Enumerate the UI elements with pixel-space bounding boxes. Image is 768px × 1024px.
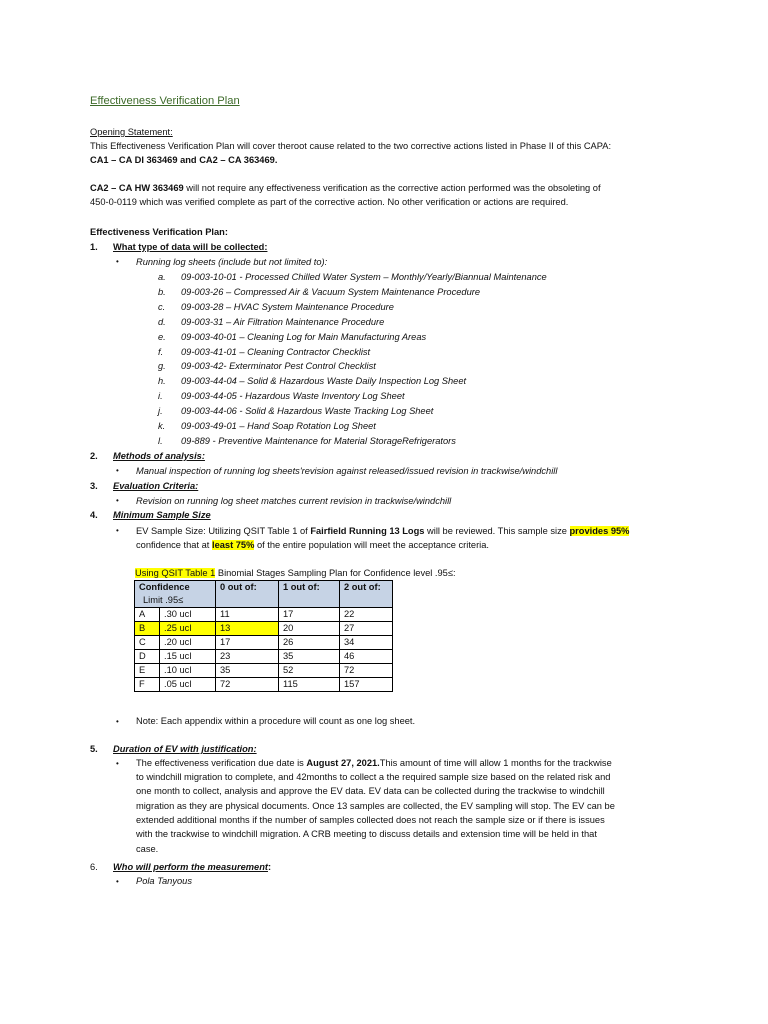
table-cell: E	[135, 664, 160, 678]
sampling-plan-table	[134, 580, 393, 692]
sample-size-highlight: least 75%	[211, 540, 255, 550]
due-date: August 27, 2021.	[306, 758, 380, 768]
section-5-title: Duration of EV with justification:	[113, 744, 257, 754]
list-letter: d.	[158, 316, 166, 327]
table-cell: 17	[216, 636, 279, 650]
duration-line-1	[136, 758, 612, 768]
table-cell: C	[135, 636, 160, 650]
log-sheet-item: 09-889 - Preventive Maintenance for Material StorageRefrigerators	[181, 435, 456, 446]
sample-size-text: of the entire population will meet the acceptance criteria.	[254, 540, 489, 550]
table-cell: 34	[340, 636, 393, 650]
list-letter: k.	[158, 421, 166, 431]
table-cell: 11	[216, 608, 279, 622]
table-cell: .05 ucl	[160, 678, 216, 692]
header-limit: Limit .95≤	[143, 595, 184, 605]
table-cell: 22	[340, 608, 393, 622]
table-cell: .10 ucl	[160, 664, 216, 678]
bullet-icon: •	[116, 717, 119, 726]
table-cell: 35	[279, 650, 340, 664]
sample-size-text: EV Sample Size: Utilizing QSIT Table 1 of	[136, 526, 311, 536]
section-6-title-wrap	[113, 862, 271, 872]
plan-heading: Effectiveness Verification Plan:	[90, 227, 228, 237]
log-sheet-item: 09-003-41-01 – Cleaning Contractor Checklist	[181, 346, 371, 357]
table-cell: 17	[279, 608, 340, 622]
section-3-title: Evaluation Criteria:	[113, 481, 199, 491]
duration-text: This amount of time will allow 1 months for the trackwise	[379, 758, 612, 768]
list-letter: i.	[158, 391, 163, 402]
list-letter: g.	[158, 361, 166, 372]
list-letter: b.	[158, 286, 166, 297]
bullet-icon: •	[116, 759, 119, 768]
table-cell: 26	[279, 636, 340, 650]
section-6-bullet: Pola Tanyous	[136, 876, 192, 886]
section-1-bullet: Running log sheets (include but not limited to):	[136, 257, 328, 267]
header-1-out-of: 1 out of:	[279, 581, 340, 608]
table-cell: 35	[216, 664, 279, 678]
section-3-number: 3.	[90, 481, 98, 491]
table-cell: 20	[279, 622, 340, 636]
table-cell: .15 ucl	[160, 650, 216, 664]
log-sheet-item: 09-003-28 – HVAC System Maintenance Procedure	[181, 301, 394, 312]
table-cell: .25 ucl	[160, 622, 216, 636]
sample-size-line-2	[136, 540, 489, 550]
section-2-bullet: Manual inspection of running log sheets'revision against released/issued revision in trackwise/windchill	[136, 466, 558, 476]
table-caption-highlight: Using QSIT Table 1	[135, 568, 216, 578]
section-2-number: 2.	[90, 451, 98, 461]
list-letter: h.	[158, 376, 166, 387]
log-sheet-item: 09-003-44-05 - Hazardous Waste Inventory Log Sheet	[181, 391, 405, 402]
table-row	[135, 608, 393, 622]
table-cell: 13	[216, 622, 279, 636]
table-caption	[135, 568, 456, 578]
section-6-title: Who will perform the measurement	[113, 862, 268, 872]
log-sheet-item: 09-003-44-06 - Solid & Hazardous Waste Tracking Log Sheet	[181, 406, 434, 417]
bullet-icon: •	[116, 526, 119, 535]
ca2-paragraph-line-2: 450-0-0119 which was verified complete as part of the corrective action. No other verification or actions are required.	[90, 197, 569, 207]
table-row	[135, 636, 393, 650]
duration-line: one month to collect, analysis and approve the EV data. EV data can be collected during the trackwise to windchill	[136, 786, 605, 797]
opening-heading: Opening Statement:	[90, 127, 173, 137]
header-confidence: Confidence	[139, 582, 190, 592]
table-body	[135, 608, 393, 692]
table-cell: .20 ucl	[160, 636, 216, 650]
ca2-bold-ref: CA2 – CA HW 363469	[90, 183, 184, 193]
log-sheet-item: 09-003-26 – Compressed Air & Vacuum System Maintenance Procedure	[181, 286, 481, 297]
sample-size-line-1	[136, 526, 629, 536]
bullet-icon: •	[116, 466, 119, 475]
section-6-number: 6.	[90, 862, 98, 872]
table-cell: A	[135, 608, 160, 622]
table-row	[135, 664, 393, 678]
table-cell: D	[135, 650, 160, 664]
log-sheet-item: 09-003-10-01 - Processed Chilled Water System – Monthly/Yearly/Biannual Maintenance	[181, 272, 547, 282]
sample-size-text: confidence that at	[136, 540, 212, 550]
opening-ca-line: CA1 – CA DI 363469 and CA2 – CA 363469.	[90, 155, 278, 165]
document-title: Effectiveness Verification Plan	[90, 95, 240, 107]
table-row	[135, 678, 393, 692]
log-sheet-item: 09-003-42- Exterminator Pest Control Checklist	[181, 361, 376, 372]
table-cell: F	[135, 678, 160, 692]
section-4-number: 4.	[90, 510, 98, 520]
table-caption-text: Binomial Stages Sampling Plan for Confidence level .95≤:	[215, 568, 456, 578]
bullet-icon: •	[116, 496, 119, 505]
sample-size-highlight: provides 95%	[569, 526, 630, 536]
duration-text: The effectiveness verification due date is	[136, 758, 307, 768]
table-cell: 23	[216, 650, 279, 664]
table-row	[135, 650, 393, 664]
table-cell: 72	[216, 678, 279, 692]
table-cell: 157	[340, 678, 393, 692]
sample-size-text: will be reviewed. This sample size	[424, 526, 570, 536]
table-header-cell	[135, 581, 216, 608]
ca2-text-1: will not require any effectiveness verification as the corrective action performed was the obsoleting of	[183, 183, 601, 193]
duration-line: with the trackwise to windchill migration. A CRB meeting to discuss details and extension time will be held in that	[136, 829, 597, 840]
table-cell: .30 ucl	[160, 608, 216, 622]
table-cell: 52	[279, 664, 340, 678]
table-cell: 27	[340, 622, 393, 636]
list-letter: e.	[158, 331, 166, 342]
log-sheet-item: 09-003-44-04 – Solid & Hazardous Waste Daily Inspection Log Sheet	[181, 376, 467, 387]
table-header-row	[135, 581, 393, 608]
section-4-title: Minimum Sample Size	[113, 510, 211, 520]
table-row	[135, 622, 393, 636]
list-letter: c.	[158, 301, 166, 312]
duration-line: migration as they are physical documents. Once 13 samples are collected, the EV sampling will stop. The EV can be	[136, 800, 615, 811]
log-sheet-item: 09-003-40-01 – Cleaning Log for Main Manufacturing Areas	[181, 331, 427, 342]
header-0-out-of: 0 out of:	[216, 581, 279, 608]
list-letter: f.	[158, 346, 164, 357]
table-cell: B	[135, 622, 160, 636]
sample-size-bold: Fairfield Running 13 Logs	[310, 526, 425, 536]
header-2-out-of: 2 out of:	[340, 581, 393, 608]
appendix-note: Note: Each appendix within a procedure will count as one log sheet.	[136, 716, 416, 726]
list-letter: l.	[158, 435, 163, 446]
section-1-number: 1.	[90, 242, 98, 252]
bullet-icon: •	[116, 877, 119, 886]
table-cell: 115	[279, 678, 340, 692]
duration-line: case.	[136, 843, 159, 854]
table-cell: 46	[340, 650, 393, 664]
section-3-bullet: Revision on running log sheet matches current revision in trackwise/windchill	[136, 496, 452, 506]
section-6-colon: :	[267, 862, 272, 872]
section-5-number: 5.	[90, 744, 98, 754]
opening-text: This Effectiveness Verification Plan will cover theroot cause related to the two corrective actions listed in Phase II of this CAPA:	[90, 141, 612, 151]
list-letter: a.	[158, 272, 166, 282]
table-cell: 72	[340, 664, 393, 678]
bullet-icon: •	[116, 257, 119, 266]
section-1-title: What type of data will be collected:	[113, 242, 268, 252]
section-2-title: Methods of analysis:	[113, 451, 205, 461]
log-sheet-item: 09-003-31 – Air Filtration Maintenance Procedure	[181, 316, 385, 327]
list-letter: j.	[158, 406, 163, 417]
log-sheet-item: 09-003-49-01 – Hand Soap Rotation Log Sheet	[181, 421, 376, 431]
duration-line: extended additional months if the number of samples collected does not reach the sample size or if there is issues	[136, 814, 605, 825]
duration-line: to windchill migration to complete, and 42months to collect a the required sample size based on the related risk and	[136, 772, 611, 782]
ca2-paragraph-line-1	[90, 183, 601, 193]
